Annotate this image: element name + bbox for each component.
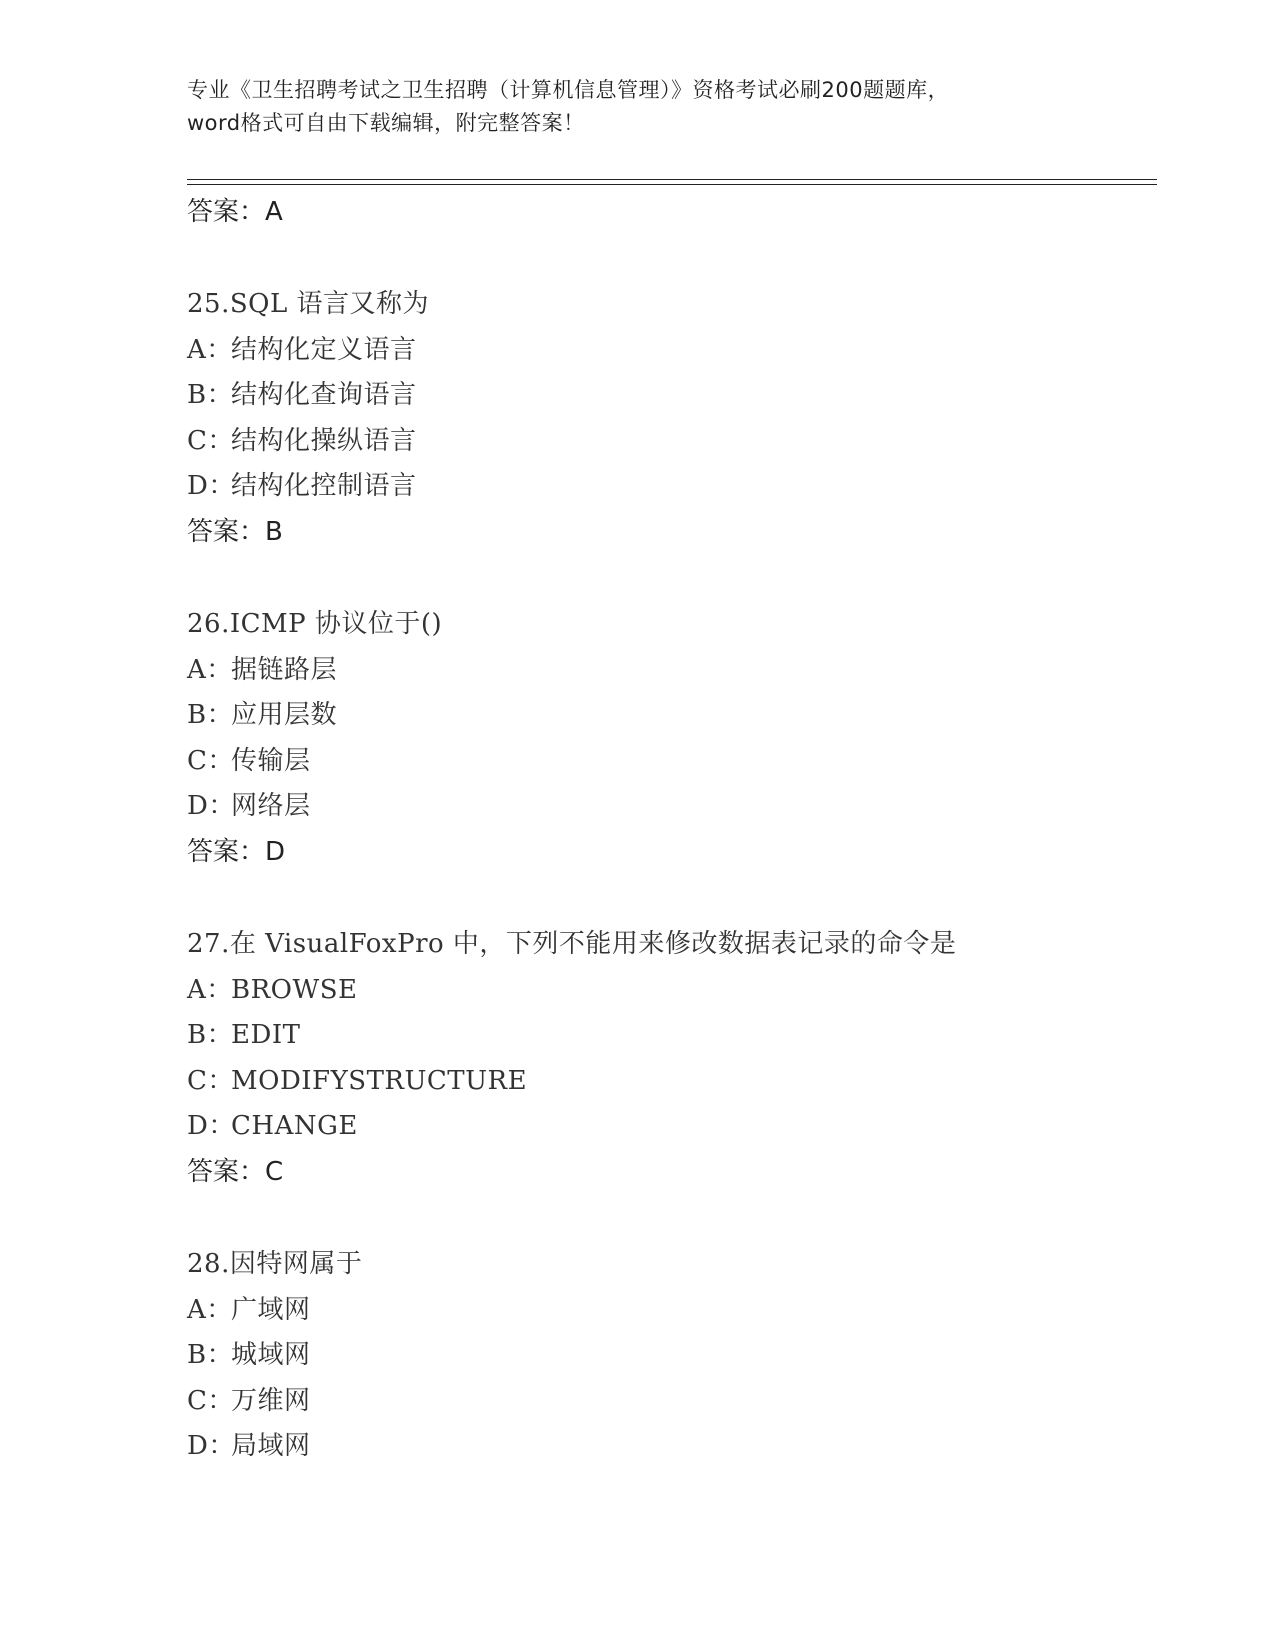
option-text: CHANGE: [231, 1111, 358, 1142]
option-letter: C：: [187, 425, 234, 456]
question-stem: 26.ICMP 协议位于(): [187, 608, 443, 639]
header-divider-top: [187, 179, 1157, 180]
answer-line: 答案：D: [187, 836, 286, 867]
option-text: 广域网: [231, 1294, 311, 1325]
option-text: EDIT: [231, 1020, 301, 1051]
option-text: 网络层: [231, 791, 311, 822]
option-text: 传输层: [231, 745, 311, 776]
spacer: [187, 235, 1147, 282]
spacer: [187, 875, 1147, 922]
option-d: [187, 1424, 1147, 1470]
question-block: [187, 1242, 1147, 1470]
option-a: [187, 648, 1147, 694]
option-letter: A：: [187, 654, 233, 685]
question-block: [187, 922, 1147, 1195]
header-divider-bottom: [187, 184, 1157, 185]
option-b: [187, 373, 1147, 419]
previous-answer: 答案：A: [187, 197, 283, 227]
option-c: [187, 419, 1147, 465]
option-letter: C：: [187, 745, 234, 776]
option-letter: B：: [187, 1340, 234, 1371]
question-stem: 27.在 VisualFoxPro 中，下列不能用来修改数据表记录的命令是: [187, 928, 957, 959]
option-text: 结构化控制语言: [231, 471, 417, 502]
option-a: [187, 1288, 1147, 1334]
option-d: [187, 784, 1147, 830]
option-text: 结构化定义语言: [231, 334, 417, 365]
option-letter: B：: [187, 380, 234, 411]
option-text: MODIFYSTRUCTURE: [231, 1065, 528, 1096]
answer-line: 答案：B: [187, 516, 283, 547]
question-block: [187, 282, 1147, 555]
option-text: BROWSE: [231, 974, 358, 1005]
document-header: [187, 74, 1087, 140]
option-letter: C：: [187, 1385, 234, 1416]
option-c: [187, 739, 1147, 785]
option-c: [187, 1379, 1147, 1425]
option-text: 应用层数: [231, 700, 338, 731]
option-a: [187, 328, 1147, 374]
option-text: 局域网: [231, 1431, 311, 1462]
option-letter: D：: [187, 1111, 235, 1142]
option-text: 结构化操纵语言: [231, 425, 417, 456]
option-letter: A：: [187, 334, 233, 365]
option-text: 据链路层: [231, 654, 338, 685]
spacer: [187, 1195, 1147, 1242]
option-text: 城域网: [231, 1340, 311, 1371]
option-b: [187, 1013, 1147, 1059]
option-letter: D：: [187, 471, 235, 502]
option-letter: D：: [187, 791, 235, 822]
option-letter: A：: [187, 974, 233, 1005]
option-letter: C：: [187, 1065, 234, 1096]
question-stem: 28.因特网属于: [187, 1248, 363, 1279]
option-d: [187, 1104, 1147, 1150]
option-text: 结构化查询语言: [231, 380, 417, 411]
question-list: [187, 190, 1147, 1470]
option-text: 万维网: [231, 1385, 311, 1416]
answer-line: 答案：C: [187, 1156, 284, 1187]
question-block: [187, 602, 1147, 875]
option-letter: D：: [187, 1431, 235, 1462]
header-line-1: 专业《卫生招聘考试之卫生招聘（计算机信息管理）》资格考试必刷200题题库，: [187, 78, 950, 102]
spacer: [187, 555, 1147, 602]
option-b: [187, 1333, 1147, 1379]
option-letter: A：: [187, 1294, 233, 1325]
option-b: [187, 693, 1147, 739]
option-d: [187, 464, 1147, 510]
option-c: [187, 1059, 1147, 1105]
question-stem: 25.SQL 语言又称为: [187, 289, 430, 319]
header-line-2: word格式可自由下载编辑，附完整答案！: [187, 111, 585, 135]
option-letter: B：: [187, 1020, 234, 1051]
option-a: [187, 968, 1147, 1014]
option-letter: B：: [187, 700, 234, 731]
